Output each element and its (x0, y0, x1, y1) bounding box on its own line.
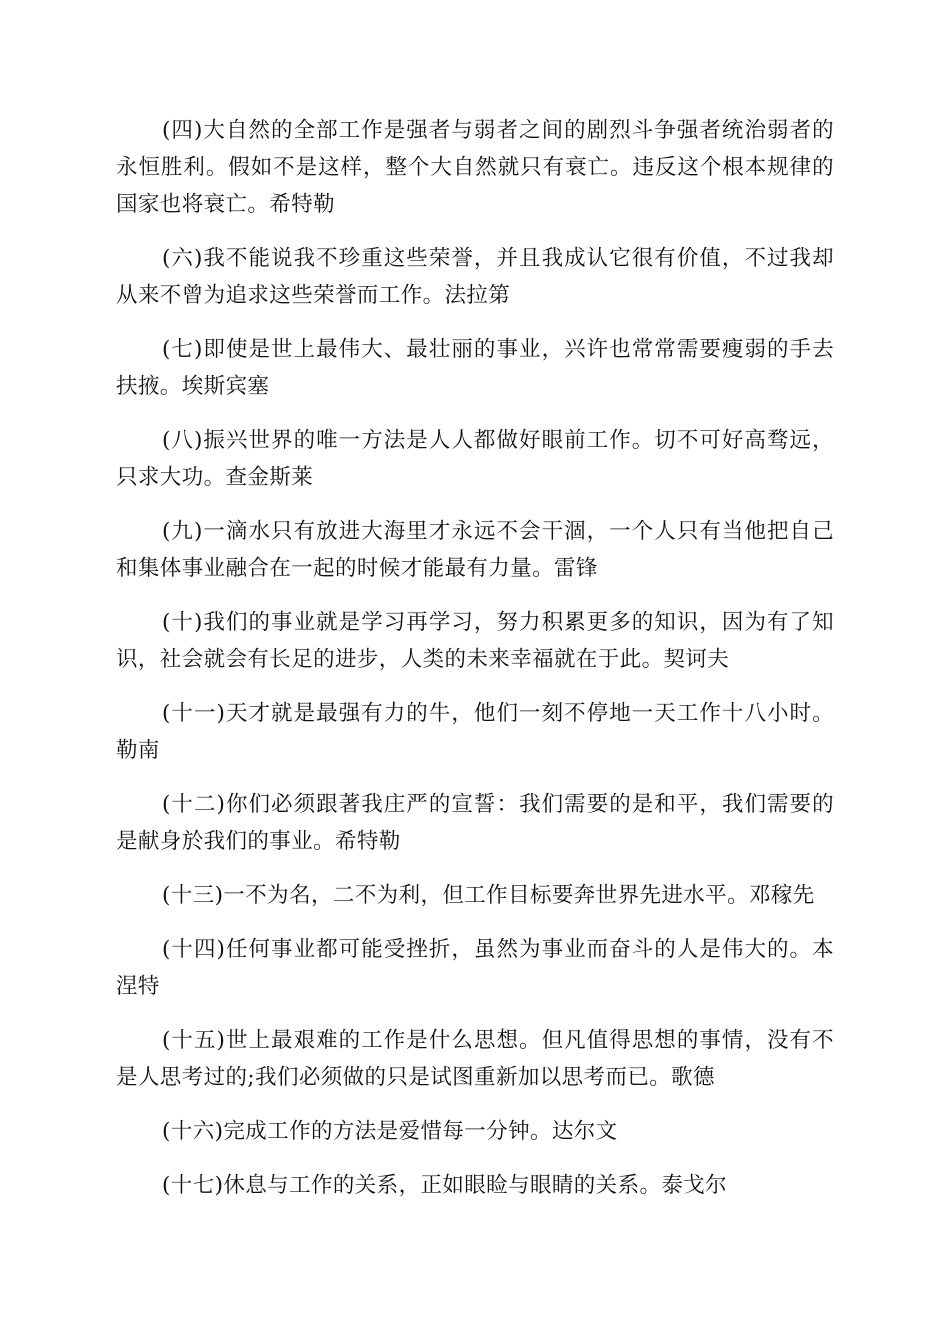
quote-paragraph: (十)我们的事业就是学习再学习，努力积累更多的知识，因为有了知识，社会就会有长足的进步，人类的未来幸福就在于此。契诃夫 (116, 610, 834, 672)
quote-paragraph: (十二)你们必须跟著我庄严的宣誓：我们需要的是和平，我们需要的是献身於我们的事业。希特勒 (116, 792, 834, 854)
quote-paragraph: (七)即使是世上最伟大、最壮丽的事业，兴许也常常需要瘦弱的手去扶掖。埃斯宾塞 (116, 337, 834, 399)
quote-paragraph: (十五)世上最艰难的工作是什么思想。但凡值得思想的事情，没有不是人思考过的;我们必须做的只是试图重新加以思考而已。歌德 (116, 1028, 834, 1090)
quote-paragraph: (十七)休息与工作的关系，正如眼睑与眼睛的关系。泰戈尔 (162, 1173, 728, 1198)
quote-paragraph: (四)大自然的全部工作是强者与弱者之间的剧烈斗争强者统治弱者的永恒胜利。假如不是这样，整个大自然就只有衰亡。违反这个根本规律的国家也将衰亡。希特勒 (116, 118, 834, 217)
quote-paragraph: (十一)天才就是最强有力的牛，他们一刻不停地一天工作十八小时。勒南 (116, 701, 834, 763)
quote-paragraph: (八)振兴世界的唯一方法是人人都做好眼前工作。切不可好高骛远，只求大功。查金斯莱 (116, 428, 834, 490)
quote-paragraph: (十四)任何事业都可能受挫折，虽然为事业而奋斗的人是伟大的。本涅特 (116, 937, 834, 999)
quote-paragraph: (十三)一不为名，二不为利，但工作目标要奔世界先进水平。邓稼先 (162, 883, 815, 908)
quote-paragraph: (六)我不能说我不珍重这些荣誉，并且我成认它很有价值，不过我却从来不曾为追求这些荣誉而工作。法拉第 (116, 246, 834, 308)
document-body (116, 112, 834, 1221)
quote-paragraph: (十六)完成工作的方法是爱惜每一分钟。达尔文 (162, 1119, 618, 1144)
quote-paragraph: (九)一滴水只有放进大海里才永远不会干涸，一个人只有当他把自己和集体事业融合在一起的时候才能最有力量。雷锋 (116, 519, 834, 581)
